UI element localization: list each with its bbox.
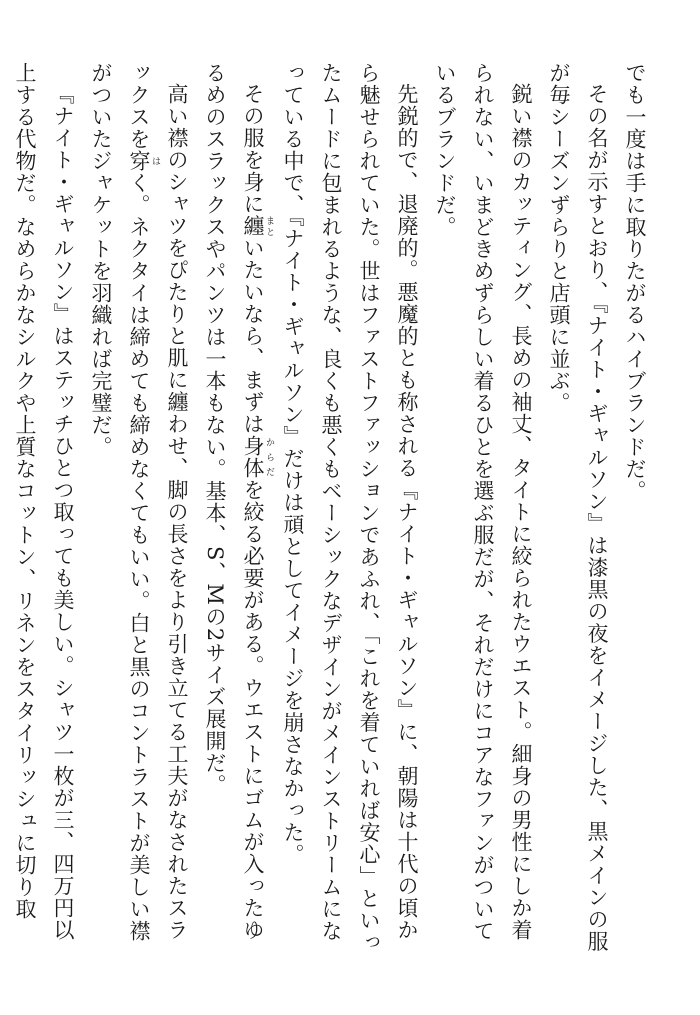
paragraph: [616, 62, 654, 962]
text-run: 鋭い襟のカッティング、長めの袖丈、タイトに絞られたウエスト。細身の男性にしか着られない、いまどきめずらしい着るひとを選ぶ服だが、それだけにコアなファンがついているブランドだ。: [433, 62, 533, 942]
ruby-base: 纏: [241, 215, 265, 237]
text-run: いたいなら、まずは: [241, 237, 265, 435]
ruby-reading: からだ: [264, 435, 274, 479]
text-run: その服を身に: [241, 83, 265, 215]
ruby-reading: は: [150, 150, 160, 172]
text-run: く。ネクタイは締めても締めなくてもいい。白と黒のコントラストが美しい襟がついたジャケットを羽織れば完璧だ。: [89, 62, 151, 942]
paragraph: [540, 62, 616, 962]
paragraph: [426, 62, 540, 962]
text-run: 高い襟のシャツをぴたりと肌に纏わせ、脚の長さをより引き立てる工夫がなされたスラックスを: [127, 62, 189, 941]
paragraph: [82, 62, 196, 962]
text-run: その名が示すとおり、『ナイト・ギャルソン』は漆黒の夜をイメージした、黒メインの服が毎シーズンずらりと店頭に並ぶ。: [547, 62, 609, 953]
text-run: でも一度は手に取りたがるハイブランドだ。: [623, 62, 647, 502]
ruby-annotated-word: [241, 435, 274, 479]
paragraph: [274, 62, 426, 962]
text-run: を絞る必要がある。ウエストにゴムが入ったゆるめのスラックスやパンツは一本もない。基本、S、Mの2サイズ展開だ。: [203, 62, 265, 941]
text-run: 先鋭的で、退廃的。悪魔的とも称される『ナイト・ギャルソン』に、朝陽は十代の頃から魅せられていた。世はファストファッションであふれ、「これを着ていれば安心」といったムードに包まれるような、良くも悪くもベーシックなデザインがメインストリームになっている中で、『ナイト・ギャルソン』だけは頑としてイメージを崩さなかった。: [281, 62, 419, 954]
text-run: 『ナイト・ギャルソン』はステッチひとつ取っても美しい。シャツ一枚が三、四万円以上する代物だ。なめらかなシルクや上質なコットン、リネンをスタイリッシュに切り取: [13, 62, 75, 941]
ruby-base: 穿: [127, 150, 151, 172]
ruby-annotated-word: [127, 150, 160, 172]
ruby-reading: まと: [264, 215, 274, 237]
vertical-text-body: [13, 62, 654, 962]
ruby-base: 身体: [241, 435, 265, 479]
ruby-annotated-word: [241, 215, 274, 237]
paragraph: [196, 62, 274, 962]
paragraph: [0, 62, 82, 962]
